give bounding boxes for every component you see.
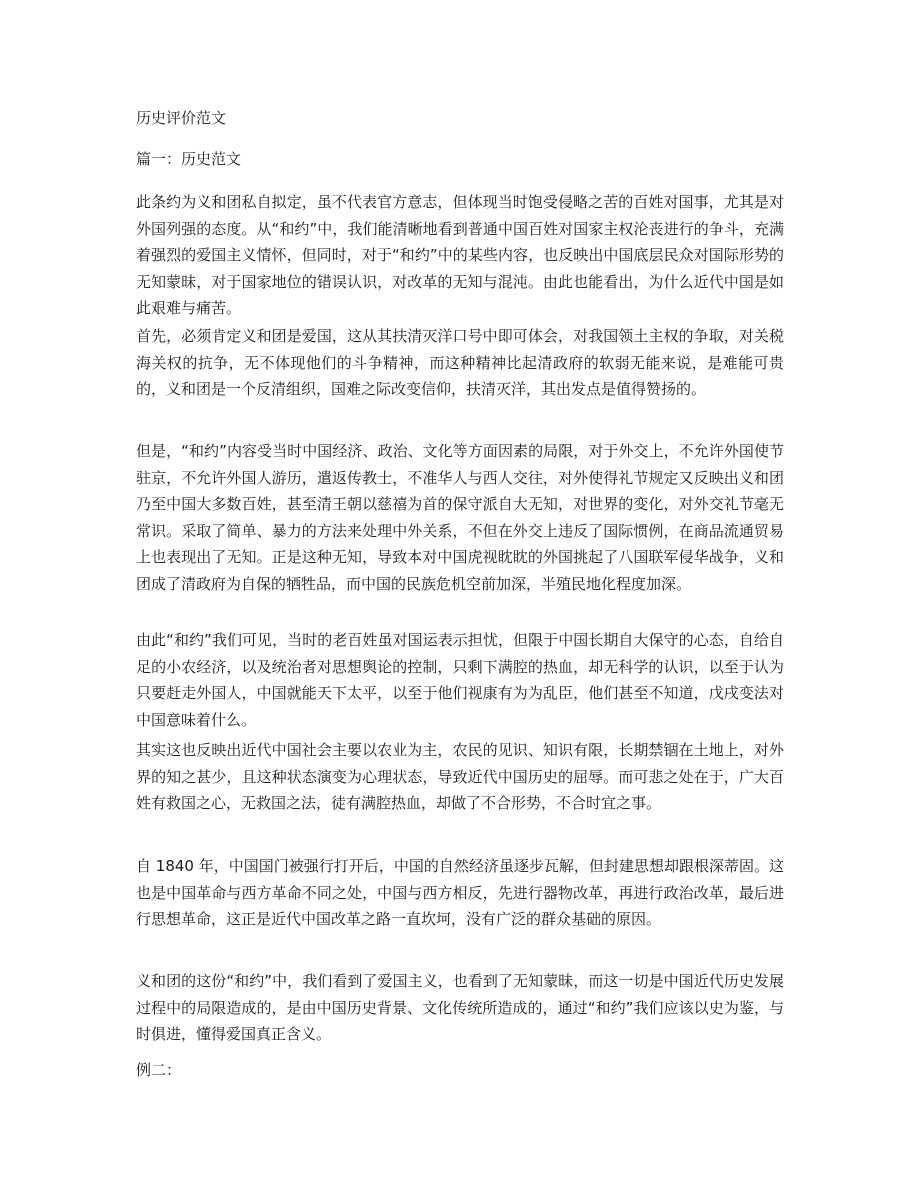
paragraph: 但是，“和约”内容受当时中国经济、政治、文化等方面因素的局限，对于外交上，不允许外国使节驻京，不允许外国人游历，遣返传教士，不准华人与西人交往，对外使得礼节规定又反映出义和团乃至中国大多数百姓，甚至清王朝以慈禧为首的保守派自大无知，对世界的变化，对外交礼节毫无常识。采取了简单、暴力的方法来处理中外关系，不但在外交上违反了国际惯例，在商品流通贸易上也表现出了无知。正是这种无知，导致本对中国虎视眈眈的外国挑起了八国联军侵华战争，义和团成了清政府为自保的牺牲品，而中国的民族危机空前加深，半殖民地化程度加深。 [136,442,784,593]
paragraph: 义和团的这份“和约”中，我们看到了爱国主义，也看到了无知蒙昧，而这一切是中国近代历史发展过程中的局限造成的，是由中国历史背景、文化传统所造成的，通过“和约”我们应该以史为鉴，与时俱进，懂得爱国真正含义。 [136,972,784,1044]
paragraph: 自 1840 年，中国国门被强行打开后，中国的自然经济虽逐步瓦解，但封建思想却跟根深蒂固。这也是中国革命与西方革命不同之处，中国与西方相反，先进行器物改革，再进行政治改革，最后进行思想革命，这正是近代中国改革之路一直坎坷，没有广泛的群众基础的原因。 [136,857,784,929]
paragraph: 此条约为义和团私自拟定，虽不代表官方意志，但体现当时饱受侵略之苦的百姓对国事，尤其是对外国列强的态度。从“和约”中，我们能清晰地看到普通中国百姓对国家主权沦丧进行的争斗，充满着强烈的爱国主义情怀，但同时，对于“和约”中的某些内容，也反映出中国底层民众对国际形势的无知蒙昧，对于国家地位的错误认识，对改革的无知与混沌。由此也能看出，为什么近代中国是如此艰难与痛苦。 [136,193,784,318]
paragraph: 其实这也反映出近代中国社会主要以农业为主，农民的见识、知识有限，长期禁锢在土地上，对外界的知之甚少，且这种状态演变为心理状态，导致近代中国历史的屈辱。而可悲之处在于，广大百姓有救国之心，无救国之法，徒有满腔热血，却做了不合形势，不合时宜之事。 [136,741,784,813]
paragraph: 由此“和约”我们可见，当时的老百姓虽对国运表示担忧，但限于中国长期自大保守的心态，自给自足的小农经济，以及统治者对思想舆论的控制，只剩下满腔的热血，却无科学的认识，以至于认为只要赶走外国人，中国就能天下太平，以至于他们视康有为为乱臣，他们甚至不知道，戊戌变法对中国意味着什么。 [136,631,784,729]
section-heading: 篇一：历史范文 [136,150,242,168]
paragraph: 首先，必须肯定义和团是爱国，这从其扶清灭洋口号中即可体会，对我国领土主权的争取，对关税海关权的抗争，无不体现他们的斗争精神，而这种精神比起清政府的软弱无能来说，是难能可贵的，义和团是一个反清组织，国难之际改变信仰，扶清灭洋，其出发点是值得赞扬的。 [136,327,784,399]
example-heading: 例二： [136,1061,182,1079]
document-title: 历史评价范文 [136,109,227,127]
